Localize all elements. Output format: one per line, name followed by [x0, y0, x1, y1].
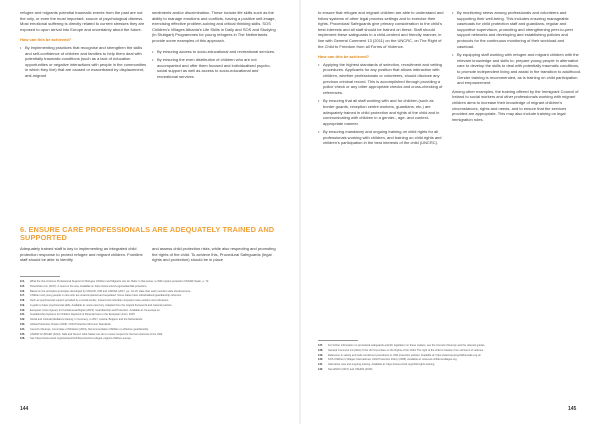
footnote-text: Global Protection Cluster (2018). Child Protection Minimum Standards.: [30, 323, 112, 327]
footnote: [20, 318, 280, 322]
question-subheading: How can this be achieved?: [20, 37, 72, 43]
footnote: [318, 354, 582, 358]
footnote: [20, 323, 280, 327]
footnote-number: 123.: [20, 323, 26, 327]
footnote-text: UNHCR & UNICEF (2014). Safe and Sound: what States can do to ensure respect for the best interests of the child.: [30, 332, 163, 336]
footnote-text: General Comment 13 (2011) of the UN Committee on the Rights of the Child: The right of the child to freedom from all forms of violence.: [328, 348, 484, 352]
bullet-list: [152, 49, 280, 80]
footnote-text: Social and Cultural Mediators training: In Germany, in 2017, Austria, Belgium and the Netherlands.: [30, 318, 143, 322]
footnote-text: See ENOC (2017) and UNHCR (2016).: [328, 367, 374, 371]
footnote-text: For further information on procedural safeguards and EU legislation on these matters, see the Council of Europe and the relevant guides.: [328, 344, 486, 347]
footnote-text: Alternative care and ongoing training. Available at: https://www.unicef.org/child-rights-training.: [328, 363, 436, 367]
left-footnotes: [20, 280, 280, 342]
footnote-number: 116.: [20, 289, 25, 293]
left-page-lower-column-2: [152, 246, 280, 268]
paragraph: and assess child protection risks, while also respecting and promoting the rights of the child. To achieve this, Procedural Safeguards (legal rights and protection) should be in place: [152, 246, 276, 263]
footnote-number: 121.: [20, 313, 26, 317]
page-number: 145: [568, 406, 577, 412]
footnote-text: A guide to basic psychosocial skills, Available at: www.unicef.org. Adapted from the original framework and national practice.: [30, 303, 173, 307]
footnote-text: European Union Agency for Fundamental Rights (2019). Guardianship and Protection. Available at: fra.europa.eu: [30, 308, 160, 312]
left-page-lower-column-1: [20, 246, 148, 268]
footnote: [20, 304, 280, 308]
footnote-number: 117.: [20, 294, 25, 298]
footnote: [20, 313, 280, 317]
footnote-number: 131.: [318, 363, 324, 367]
footnote-number: 124.: [20, 327, 26, 331]
footnote-number: 118.: [20, 299, 25, 303]
right-page-column-2: [452, 10, 582, 127]
footnote-number: 125.: [20, 332, 26, 336]
footnote-divider: [20, 276, 60, 277]
footnote-text: Children and young people in care who are unaccompanied and separated. Some states have individualised guardianship schemes.: [30, 294, 182, 298]
footnote-number: 130.: [318, 358, 324, 362]
footnote-number: 126.: [20, 337, 26, 341]
footnote-number: 132.: [318, 367, 324, 371]
paragraph: refugee and migrants potential traumatic events from the past are not the only, or even the most important, source of psychological distress. Most emotional suffering is directly related to current stresses they are exposed to upon arrival into Europe and uncertainty about the future.: [20, 10, 145, 32]
footnote: [20, 299, 280, 303]
footnote-number: 114.: [20, 280, 25, 283]
footnote: [20, 309, 280, 313]
right-footnotes: [318, 344, 582, 373]
footnote-number: 119.: [20, 303, 25, 307]
footnote: [318, 344, 582, 348]
footnote: [20, 280, 280, 284]
paragraph: sentiments and/or discrimination. These include life skills such as the ability to manage emotions and conflicts, having a positive self-image, exercising effective problem-solving and critical thinking skills. SOS Children's Villages Albania's Life Skills in Daily and SOS and Studying (in Stuttgart) Programmes for young refugees in The Netherlands provide some examples of this approach.: [152, 10, 276, 43]
footnote: [20, 333, 280, 337]
bullet-item: • By implementing practices that recognise and strengthen the skills and self-confidence of children and families to help them deal with potentially traumatic conditions (such as a lack of education opportunities or negative interactions with people in the communities in which they live) that are caused or exacerbated by displacement, anti-migrant: [20, 45, 148, 79]
bullet-list: [318, 62, 446, 146]
footnote: [20, 337, 280, 341]
left-page-column-2: [152, 10, 280, 83]
footnote: [20, 328, 280, 332]
footnote-number: 129.: [318, 353, 324, 357]
right-page-column-1: [318, 10, 446, 149]
question-subheading: How can this be achieved?: [318, 54, 370, 60]
footnote-number: 120.: [20, 308, 26, 312]
footnote-text: SOS Children's Villages International, Child Protection Policy (2008). Available at: www.sos-childrensvillages.org: [328, 358, 457, 362]
footnote: [318, 358, 582, 362]
footnote-number: 122.: [20, 318, 26, 322]
bullet-item: • By ensuring that all staff working with and for children (such as border guards, reception centre workers, guardians, etc.) are adequately trained in child protection and rights of the child and in communicating with children in a gender-, age- and context-appropriate manner.: [318, 98, 446, 126]
footnote: [20, 290, 280, 294]
section-heading: 6. ENSURE CARE PROFESSIONALS ARE ADEQUATELY TRAINED AND SUPPORTED: [20, 225, 275, 243]
bullet-item: • By monitoring stress among professionals and volunteers and supporting their well-being. This includes ensuring manageable caseloads for child protection staff and guardians, regular and supportive supervision, promoting and strengthening peer-to-peer support networks and developing and establishing policies and protocols for the continuous monitoring of their workload and caseload.: [452, 10, 582, 49]
footnote-text: Council of Europe, Committee of Ministers (2019). Recommendation CM/Rec on effective guardianship.: [30, 327, 149, 331]
left-page-column-1: [20, 10, 148, 82]
footnote-text: Such as psychosocial support provided by a social worker, trained and culturally competent case workers and volunteers.: [30, 299, 169, 303]
footnote: [318, 363, 582, 367]
bullet-list: [20, 45, 148, 79]
bullet-item: • By ensuring access to socio-educational and recreational services.: [152, 49, 280, 55]
page-number: 144: [20, 406, 29, 412]
footnote-number: 115.: [20, 284, 25, 288]
paragraph: Adequately trained staff is key to implementing an integrated child protection response to protect refugee and migrant children. Frontline staff should be able to identify: [20, 246, 143, 263]
footnote-number: 127.: [318, 344, 324, 347]
footnote: [318, 349, 582, 353]
bullet-item: • By equipping staff working with refugee and migrant children with the relevant knowledge and skills to: prepare young people in alternative care to develop the skills to deal with potentially traumatic conditions, to promote independent living and assist in the transition to adulthood. Gender training is recommended, as is training on child participation and empowerment.: [452, 52, 582, 86]
footnote-text: Guardianship Systems for Children Deprived of Parental Care in the European Union, 2015.: [30, 313, 136, 317]
paragraph: to ensure that refugee and migrant children are able to understand and follow systems of other legal process settings and to exercise their rights. Procedural Safeguards give primary consideration to the child's best interests and all staff should be trained on these. Staff should implement these safeguards in a child-centred and friendly manner, in line with General Comment 13 (2011) on the UNCRC, on The Right of the Child to Freedom from all Forms of Violence.: [318, 10, 444, 49]
footnote: [20, 294, 280, 298]
footnote-divider: [318, 340, 358, 341]
bullet-item: • By ensuring the even distribution of children who are not accompanied and offer them focused and individualised psycho-social support as well as access to socio-educational and recreational services.: [152, 57, 280, 79]
bullet-list: [452, 10, 582, 86]
footnote-number: 128.: [318, 348, 324, 352]
bullet-item: • By ensuring mandatory and ongoing training on child rights for all professionals working with children, and training on child rights and children's participation in the best interests of the child (UNCRC).: [318, 129, 446, 146]
footnote: [20, 285, 280, 289]
footnote-text: Rosenthal et al. (2017). A need on the way. Available at: https://www.unicef.org/media/child-protection.: [30, 284, 147, 288]
paragraph: Among other examples, the training offered by the Immigrant Council of Ireland to social workers and other professionals working with migrant children aims to increase their knowledge of migrant children's circumstances, rights and needs, and to ensure that the services provided are appropriate. This may also include training on legal immigration rules.: [452, 88, 579, 122]
page-gutter: [299, 0, 301, 424]
bullet-item: • Applying the highest standards of selection, recruitment and vetting procedures. Applicants for any position that allows interaction with children, whether professionals or volunteers, should disclose any previous criminal record. This is accomplished through providing a police check or any other appropriate checks and cross-checking of references.: [318, 62, 446, 96]
footnote: [318, 368, 582, 372]
footnote-text: Based on the principles (principles developed by UNHCR, IOM and UNICEF (2017, pp. 13-17) state that: each member state should ensure...: [30, 289, 193, 293]
footnote-text: What the Out-of-Home Professional Support for Refugee Children and Migrants can do. Refer in that sense: a child migrant protection UNICEF Spain, p. 72.: [30, 280, 210, 283]
footnote-text: Reference to vetting and safe recruitment procedures in child protection policies: Available at: https://www.keepingchildrensafe.org.uk: [328, 353, 481, 357]
footnote-text: See https://www.unicef.org/eca/reports/child-protection-refugee-migrant-children-europe.: [30, 337, 132, 341]
